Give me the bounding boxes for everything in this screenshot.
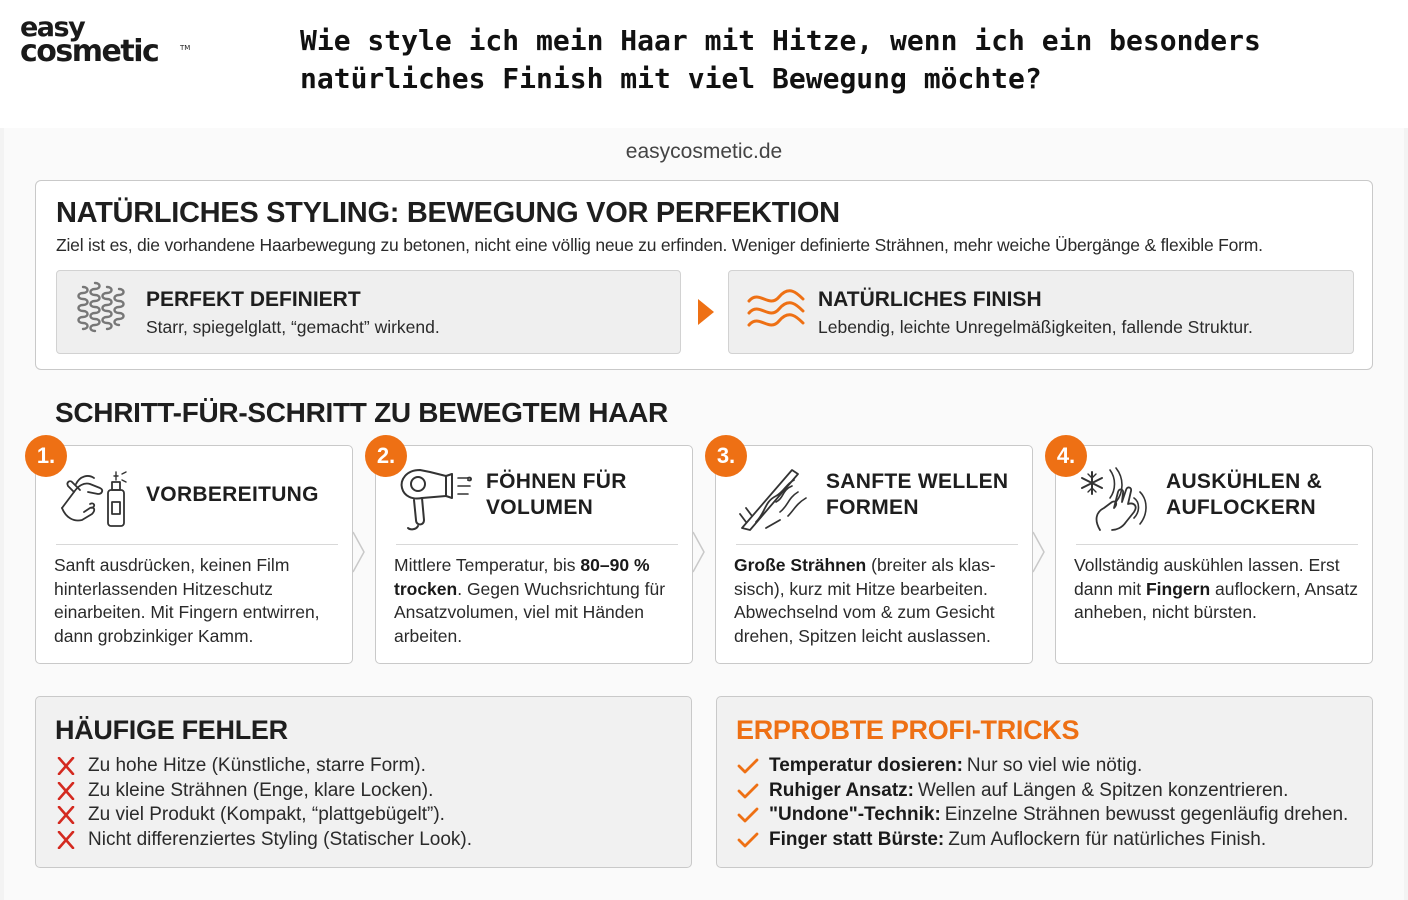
check-icon [737,782,759,800]
step-text-part: . Gegen Wuchsrichtung für Ansatzvolumen, viel mit Händen arbeiten. [394,578,666,646]
tricks-title: ERPROBTE PROFI-TRICKS [736,715,1080,745]
chevron-right-icon [692,530,706,574]
trick-text: Nur so viel wie nötig. [966,755,1143,776]
cross-icon [56,757,78,775]
compare-defined [56,270,681,354]
cross-icon [56,782,78,800]
mistakes-title: HÄUFIGE FEHLER [55,715,288,745]
mistakes-list [56,754,472,852]
pro-tricks-panel [716,696,1373,868]
compare-natural [728,270,1354,354]
trick-label: "Undone"-Technik: [769,804,941,825]
step-divider [1076,544,1358,545]
logo-line-1: easy [20,12,85,43]
step-title: FÖHNEN FÜR VOLUMEN [486,470,627,519]
intro-title: NATÜRLICHES STYLING: BEWEGUNG VOR PERFEKTION [56,197,840,229]
step-number-badge: 1. [25,435,67,477]
step-number-badge: 3. [705,435,747,477]
check-icon [737,757,759,775]
mistake-text: Zu hohe Hitze (Künstliche, starre Form). [88,755,426,776]
step-text-bold: Fingern [1145,578,1211,599]
step-title: VORBEREITUNG [146,483,319,506]
list-item [56,803,472,828]
cool-hand-icon [1076,462,1154,534]
compare-defined-title: PERFEKT DEFINIERT [146,288,361,311]
steps-heading: SCHRITT-FÜR-SCHRITT ZU BEWEGTEM HAAR [55,397,668,428]
cross-icon [56,806,78,824]
list-item [737,803,1348,828]
tricks-list [737,754,1348,852]
trick-text: Einzelne Strähnen bewusst gegenläufig drehen. [944,804,1349,825]
step-title: AUSKÜHLEN & AUFLOCKERN [1166,470,1323,519]
logo-trademark: TM [180,44,191,52]
compare-defined-text: Starr, spiegelglatt, “gemacht” wirkend. [146,317,440,337]
chevron-right-icon [352,530,366,574]
intro-subtitle: Ziel ist es, die vorhandene Haarbewegung zu betonen, nicht eine völlig neue zu erfinden. Weniger definierte Strähnen, mehr weiche Übergänge & flexible Form. [56,235,1263,255]
step-card-1 [35,445,353,664]
trick-text: Wellen auf Längen & Spitzen konzentrieren. [917,779,1289,801]
soft-waves-icon [745,281,807,343]
step-divider [56,544,338,545]
step-text-part: Mittlere Temperatur, bis [394,555,581,575]
list-item [56,754,472,779]
trick-text: Zum Auflockern für natürliches Finish. [948,828,1267,850]
step-card-2 [375,445,693,664]
step-text [1074,554,1366,625]
step-divider [396,544,678,545]
chevron-right-icon [1032,530,1046,574]
mistake-text: Zu kleine Strähnen (Enge, klare Locken). [88,779,434,801]
step-number-badge: 2. [365,435,407,477]
list-item [737,828,1348,853]
step-text: Sanft ausdrücken, keinen Film hinterlassenden Hitzeschutz einarbeiten. Mit Fingern entwirren, dann grobzinkiger Kamm. [54,555,320,646]
mistake-text: Zu viel Produkt (Kompakt, “plattgebügelt”). [88,804,445,825]
check-icon [737,831,759,849]
arrow-right-icon [696,297,716,327]
step-text-part: auflockern, Ansatz anheben, nicht bürsten. [1074,578,1359,622]
step-text [734,554,1026,648]
step-text-bold: Große Strähnen [734,555,867,575]
trick-label: Ruhiger Ansatz: [769,779,914,801]
hair-dryer-icon [396,462,474,534]
check-icon [737,806,759,824]
mistake-text: Nicht differenziertes Styling (Statischer Look). [88,828,473,850]
trick-label: Finger statt Bürste: [769,828,945,850]
common-mistakes-panel [35,696,692,868]
step-card-3 [715,445,1033,664]
flat-iron-icon [736,462,814,534]
step-number-badge: 4. [1045,435,1087,477]
page-question: Wie style ich mein Haar mit Hitze, wenn ich ein besonders natürliches Finish mit viel Bewegung möchte? [300,24,1261,95]
trick-label: Temperatur dosieren: [769,755,963,776]
compare-natural-text: Lebendig, leichte Unregelmäßigkeiten, fallende Struktur. [818,317,1253,337]
page-header [0,0,1408,128]
site-url: easycosmetic.de [625,140,783,163]
brand-logo[interactable] [20,12,191,70]
cross-icon [56,831,78,849]
list-item [56,828,472,853]
list-item [56,779,472,804]
step-card-4 [1055,445,1373,664]
list-item [737,754,1348,779]
logo-line-2: cosmetic [20,34,159,69]
step-text-bold: 80–90 % trocken [394,555,650,599]
tight-curls-icon [73,281,135,343]
step-text-part: (breiter als klassisch), kurz mit Hitze bearbeiten. Abwechselnd vom & zum Gesicht drehen, Spitzen leicht auslassen. [734,555,996,646]
hand-spray-icon [56,462,134,534]
step-title: SANFTE WELLEN FORMEN [826,470,1009,519]
compare-natural-title: NATÜRLICHES FINISH [818,288,1042,311]
list-item [737,779,1348,804]
intro-panel [35,180,1373,370]
step-text-part: Vollständig auskühlen lassen. Erst dann mit [1074,555,1340,599]
step-divider [736,544,1018,545]
step-text [394,554,686,648]
